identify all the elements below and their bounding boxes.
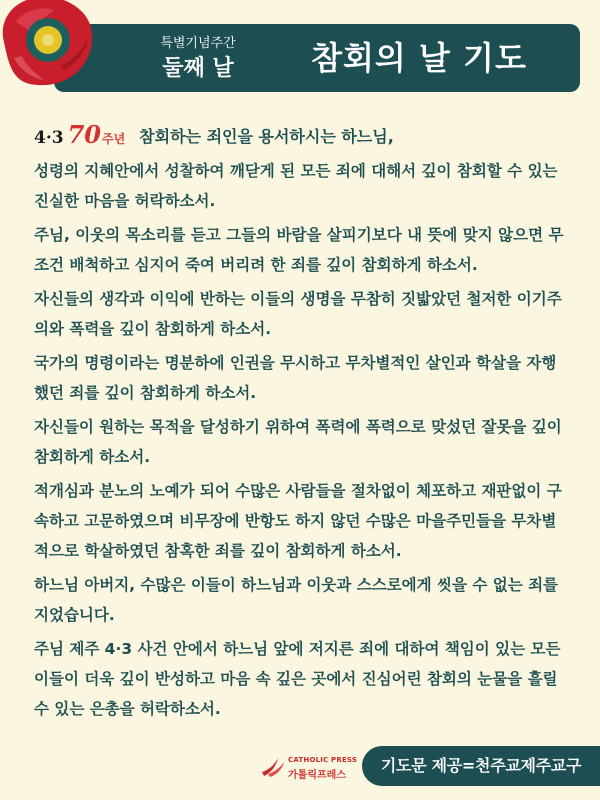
header-band <box>54 24 580 92</box>
logo-text-english: CATHOLIC PRESS <box>288 756 358 764</box>
anniversary-mark <box>34 120 125 154</box>
page-title: 참회의 날 기도 <box>311 39 527 77</box>
anniversary-prefix: 4·3 <box>34 128 64 148</box>
logo-text-korean: 가톨릭프레스 <box>288 770 346 781</box>
header-day: 둘째 날 <box>162 56 234 81</box>
prayer-paragraph: 주님 제주 4·3 사건 안에서 하느님 앞에 저지른 죄에 대하여 책임이 있는 모든 이들이 더욱 깊이 반성하고 마음 속 깊은 곳에서 진심어린 참회의 눈물을 흘릴 수 있는 은총을 허락하소서. <box>34 640 561 718</box>
prayer-paragraph: 적개심과 분노의 노예가 되어 수많은 사람들을 절차없이 체포하고 재판없이 구속하고 고문하였으며 비무장에 반항도 하지 않던 수많은 마을주민들을 무차별적으로 학살하였던 참혹한 죄를 깊이 참회하게 하소서. <box>34 482 562 560</box>
prayer-paragraph: 국가의 명령이라는 명분하에 인권을 무시하고 무차별적인 살인과 학살을 자행 했던 죄를 깊이 참회하게 하소서. <box>34 354 557 402</box>
prayer-paragraph: 자신들의 생각과 이익에 반하는 이들의 생명을 무참히 짓밟았던 철저한 이기주의와 폭력을 깊이 참회하게 하소서. <box>34 290 562 338</box>
prayer-opening-line <box>34 122 570 152</box>
header-subtitle: 특별기념주간 <box>160 36 236 51</box>
prayer-paragraph: 주님, 이웃의 목소리를 듣고 그들의 바람을 살피기보다 내 뜻에 맞지 않으면 무조건 배척하고 심지어 죽여 버리려 한 죄를 깊이 참회하게 하소서. <box>34 226 564 274</box>
prayer-opening: 참회하는 죄인을 용서하시는 하느님, <box>139 127 394 146</box>
anniversary-number: 70 <box>67 120 101 149</box>
prayer-body <box>34 122 570 728</box>
credit-band: 기도문 제공=천주교제주교구 <box>362 746 600 786</box>
red-camellia-icon <box>0 0 104 92</box>
catholic-press-logo-icon <box>260 754 286 778</box>
catholic-press-logo <box>260 750 360 782</box>
prayer-paragraph: 성령의 지혜안에서 성찰하여 깨닫게 된 모든 죄에 대해서 깊이 참회할 수 있는 진실한 마음을 허락하소서. <box>34 162 558 210</box>
prayer-paragraph: 자신들이 원하는 목적을 달성하기 위하여 폭력에 폭력으로 맞섰던 잘못을 깊이 참회하게 하소서. <box>34 418 562 466</box>
prayer-paragraph: 하느님 아버지, 수많은 이들이 하느님과 이웃과 스스로에게 씻을 수 없는 죄를 지었습니다. <box>34 576 559 624</box>
anniversary-suffix: 주년 <box>101 132 126 146</box>
